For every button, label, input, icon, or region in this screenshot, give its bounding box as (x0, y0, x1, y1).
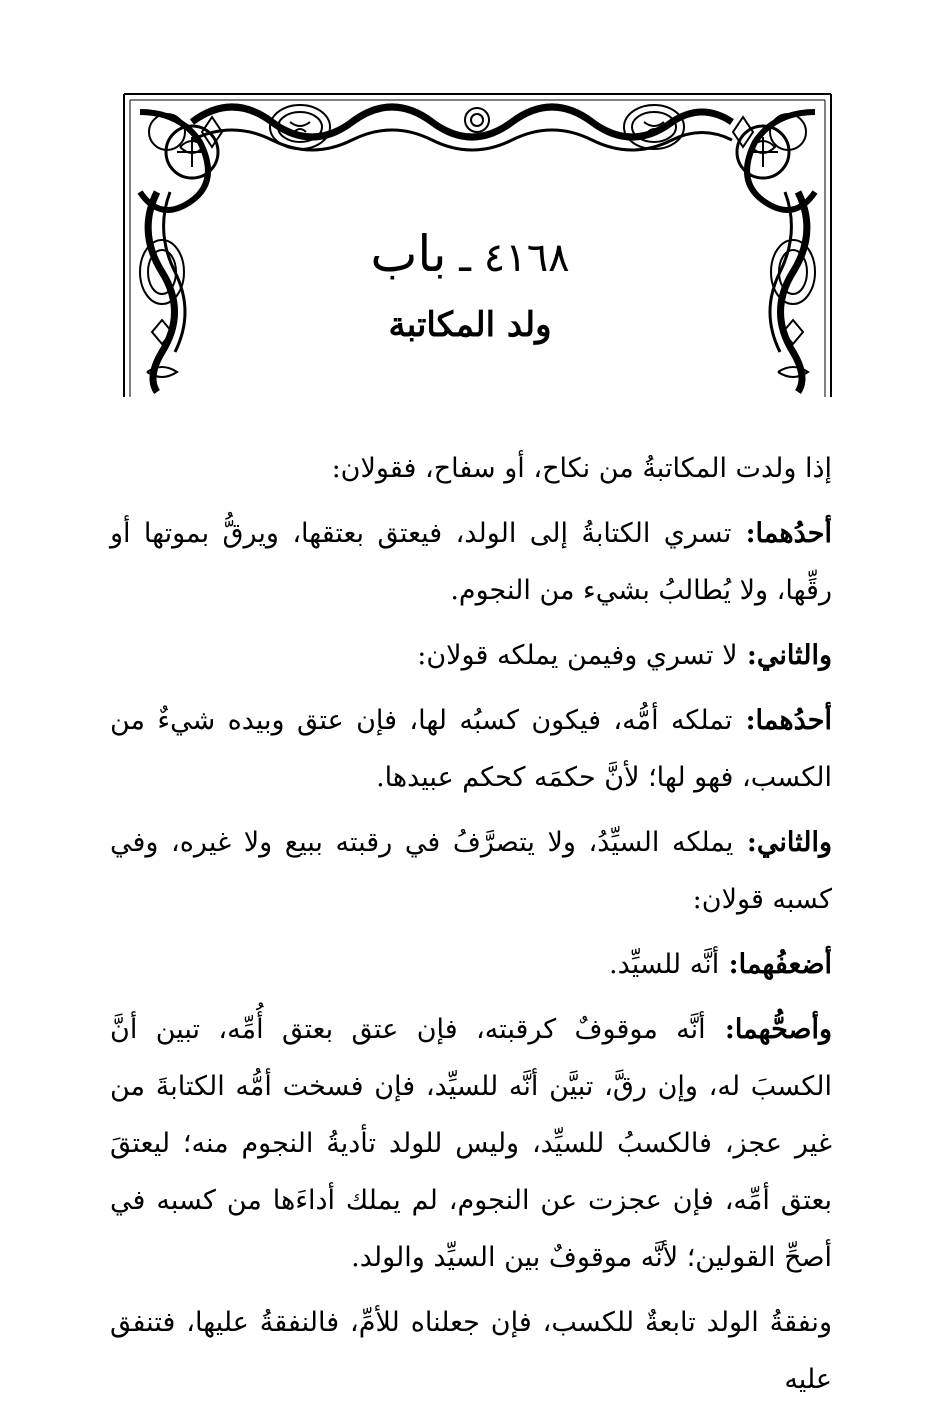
paragraph-6 (110, 936, 832, 993)
paragraph-lead: أضعفُهما: (719, 949, 832, 980)
chapter-number: ٤١٦٨ (483, 235, 570, 281)
paragraph-4 (110, 692, 832, 806)
paragraph-text: ونفقةُ الولد تابعةٌ للكسب، فإن جعلناه للأمِّ، فالنفقةُ عليها، فتنفق عليه (110, 1307, 832, 1395)
paragraph-text: لا تسري وفيمن يملكه قولان: (417, 640, 738, 671)
chapter-word: باب (370, 225, 447, 283)
paragraph-7 (110, 1001, 832, 1286)
chapter-dash: ـ (459, 235, 471, 281)
paragraph-2 (110, 505, 832, 619)
paragraph-text: أنَّه للسيِّد. (609, 949, 720, 980)
paragraph-text: تسري الكتابةُ إلى الولد، فيعتق بعتقها، ويرقُّ بموتها أو رقِّها، ولا يُطالبُ بشيء من النجوم. (110, 518, 832, 606)
paragraph-1 (110, 440, 832, 497)
paragraph-text: إذا ولدت المكاتبةُ من نكاح، أو سفاح، فقولان: (331, 453, 832, 484)
paragraph-text: يملكه السيِّدُ، ولا يتصرَّفُ في رقبته ببيع ولا غيره، وفي كسبه قولان: (110, 827, 832, 915)
paragraph-5 (110, 814, 832, 928)
paragraph-lead: وأصحُّهما: (705, 1014, 833, 1045)
paragraph-3 (110, 627, 832, 684)
paragraph-lead: أحدُهما: (732, 705, 832, 736)
paragraph-lead: أحدُهما: (731, 518, 832, 549)
chapter-heading (260, 224, 680, 284)
chapter-subtitle: ولد المكاتبة (388, 305, 552, 345)
paragraph-text: تملكه أمُّه، فيكون كسبُه لها، فإن عتق وبيده شيءٌ من الكسب، فهو لها؛ لأنَّ حكمَه كحكم عبيدها. (110, 705, 832, 793)
paragraph-lead: والثاني: (737, 640, 832, 671)
paragraph-lead: والثاني: (733, 827, 832, 858)
paragraph-8 (110, 1294, 832, 1408)
paragraph-text: أنَّه موقوفٌ كرقبته، فإن عتق بعتق أُمِّه، تبين أنَّ الكسبَ له، وإن رقَّ، تبيَّن أنَّه للسيِّد، فإن فسخت أمُّه الكتابةَ من غير عجز، فالكسبُ للسيِّد، وليس للولد تأديةُ النجوم منه؛ ليعتقَ بعتق أمِّه، فإن عجزت عن النجوم، لم يملك أداءَها من كسبه في أصحِّ القولين؛ لأنَّه موقوفٌ بين السيِّد والولد. (110, 1014, 832, 1273)
body-text (110, 440, 832, 1416)
